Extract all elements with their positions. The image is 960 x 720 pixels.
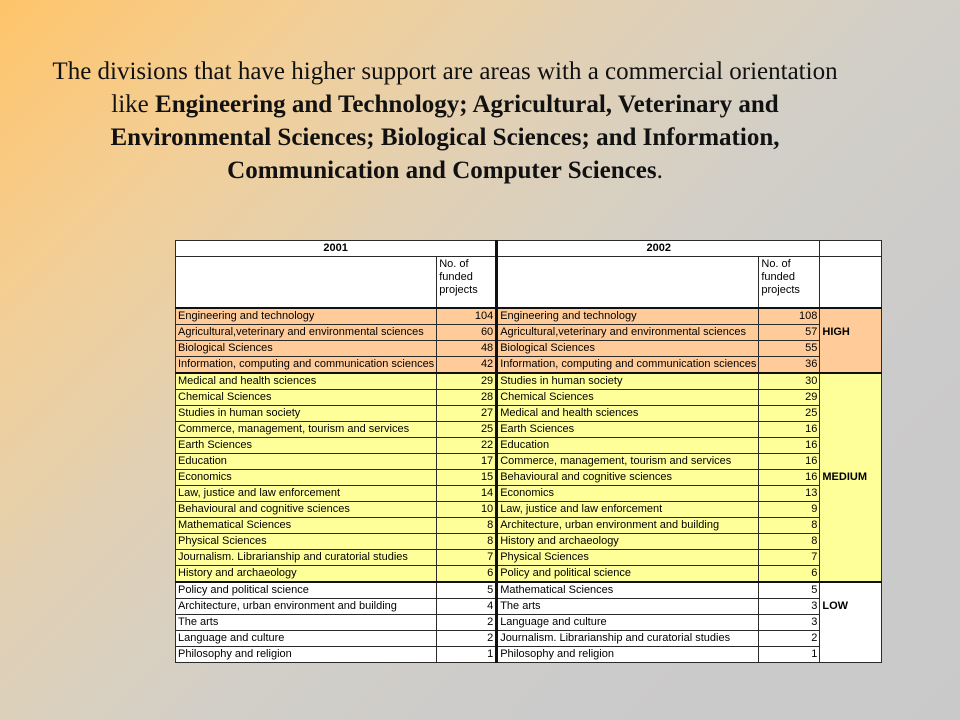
division-2001: Behavioural and cognitive sciences (176, 502, 437, 518)
division-2002: Policy and political science (497, 566, 759, 583)
count-header-2002: No. of funded projects (759, 257, 820, 309)
table-row (176, 599, 882, 615)
count-2001: 6 (437, 566, 497, 583)
table-row (176, 502, 882, 518)
division-2002: Education (497, 438, 759, 454)
division-2001: Medical and health sciences (176, 373, 437, 390)
division-2001: Mathematical Sciences (176, 518, 437, 534)
count-2001: 2 (437, 631, 497, 647)
level-cell (820, 502, 882, 518)
title-part: . (656, 157, 663, 184)
count-2002: 2 (759, 631, 820, 647)
level-label-high: HIGH (820, 325, 882, 341)
division-2002: History and archaeology (497, 534, 759, 550)
year-2002-header: 2002 (497, 241, 820, 257)
level-cell (820, 534, 882, 550)
count-2002: 30 (759, 373, 820, 390)
column-header-row (176, 257, 882, 309)
count-2002: 16 (759, 454, 820, 470)
division-2001: Philosophy and religion (176, 647, 437, 663)
table-row (176, 534, 882, 550)
funded-projects-table (175, 240, 882, 663)
level-cell (820, 406, 882, 422)
table-row (176, 390, 882, 406)
level-cell (820, 486, 882, 502)
count-2002: 57 (759, 325, 820, 341)
level-cell (820, 438, 882, 454)
table-row (176, 341, 882, 357)
level-header-blank (820, 241, 882, 257)
title-part: Engineering and Technology; Agricultural, Veterinary and Environmental Sciences; Biological Sciences; and Information, Communication and Computer Sciences (110, 91, 780, 184)
division-2001: Earth Sciences (176, 438, 437, 454)
count-2002: 3 (759, 615, 820, 631)
count-2002: 8 (759, 518, 820, 534)
count-2002: 8 (759, 534, 820, 550)
count-2001: 4 (437, 599, 497, 615)
division-2002: Studies in human society (497, 373, 759, 390)
count-header-2001: No. of funded projects (437, 257, 497, 309)
level-cell (820, 454, 882, 470)
level-cell (820, 357, 882, 374)
level-label-medium: MEDIUM (820, 470, 882, 486)
division-2001: History and archaeology (176, 566, 437, 583)
level-cell (820, 566, 882, 583)
division-2001: Journalism. Librarianship and curatorial studies (176, 550, 437, 566)
count-2002: 55 (759, 341, 820, 357)
count-2002: 1 (759, 647, 820, 663)
count-2001: 14 (437, 486, 497, 502)
level-cell (820, 582, 882, 599)
table-row (176, 647, 882, 663)
division-2002: Mathematical Sciences (497, 582, 759, 599)
count-2002: 9 (759, 502, 820, 518)
table-row (176, 308, 882, 325)
division-2002: The arts (497, 599, 759, 615)
table-row (176, 470, 882, 486)
table-row (176, 518, 882, 534)
division-2001: Language and culture (176, 631, 437, 647)
table-row (176, 325, 882, 341)
table-row (176, 582, 882, 599)
division-2001: Physical Sciences (176, 534, 437, 550)
division-2002: Commerce, management, tourism and services (497, 454, 759, 470)
level-cell (820, 550, 882, 566)
count-2001: 27 (437, 406, 497, 422)
division-2001: Chemical Sciences (176, 390, 437, 406)
count-2002: 6 (759, 566, 820, 583)
division-2002: Journalism. Librarianship and curatorial studies (497, 631, 759, 647)
count-2001: 104 (437, 308, 497, 325)
count-2001: 48 (437, 341, 497, 357)
division-2001: Education (176, 454, 437, 470)
division-2001: Law, justice and law enforcement (176, 486, 437, 502)
division-2001: Economics (176, 470, 437, 486)
level-cell (820, 647, 882, 663)
division-2002: Behavioural and cognitive sciences (497, 470, 759, 486)
division-2001: Commerce, management, tourism and services (176, 422, 437, 438)
level-cell (820, 615, 882, 631)
count-2001: 60 (437, 325, 497, 341)
name-header-blank-2002 (497, 257, 759, 309)
count-2001: 2 (437, 615, 497, 631)
division-2002: Information, computing and communication sciences (497, 357, 759, 374)
count-2002: 25 (759, 406, 820, 422)
division-2002: Physical Sciences (497, 550, 759, 566)
count-2001: 28 (437, 390, 497, 406)
count-2001: 8 (437, 534, 497, 550)
division-2002: Economics (497, 486, 759, 502)
division-2001: Biological Sciences (176, 341, 437, 357)
count-2002: 108 (759, 308, 820, 325)
division-2001: Agricultural,veterinary and environmental sciences (176, 325, 437, 341)
table-row (176, 566, 882, 583)
count-2002: 7 (759, 550, 820, 566)
table-row (176, 422, 882, 438)
count-2002: 36 (759, 357, 820, 374)
division-2002: Engineering and technology (497, 308, 759, 325)
count-2002: 16 (759, 470, 820, 486)
division-2002: Agricultural,veterinary and environmental sciences (497, 325, 759, 341)
level-header-blank-2 (820, 257, 882, 309)
slide-title (40, 55, 850, 187)
count-2001: 8 (437, 518, 497, 534)
name-header-blank-2001 (176, 257, 437, 309)
division-2001: Architecture, urban environment and building (176, 599, 437, 615)
count-2001: 15 (437, 470, 497, 486)
level-cell (820, 341, 882, 357)
division-2001: Engineering and technology (176, 308, 437, 325)
table-row (176, 615, 882, 631)
division-2002: Law, justice and law enforcement (497, 502, 759, 518)
division-2002: Language and culture (497, 615, 759, 631)
table-row (176, 631, 882, 647)
table-row (176, 357, 882, 374)
level-cell (820, 390, 882, 406)
table-row (176, 406, 882, 422)
count-2002: 16 (759, 422, 820, 438)
level-cell (820, 631, 882, 647)
level-cell (820, 518, 882, 534)
count-2001: 22 (437, 438, 497, 454)
count-2002: 16 (759, 438, 820, 454)
table-row (176, 438, 882, 454)
division-2002: Medical and health sciences (497, 406, 759, 422)
table-row (176, 486, 882, 502)
count-2001: 10 (437, 502, 497, 518)
division-2001: Studies in human society (176, 406, 437, 422)
count-2001: 25 (437, 422, 497, 438)
division-2001: The arts (176, 615, 437, 631)
table-row (176, 550, 882, 566)
count-2001: 1 (437, 647, 497, 663)
count-2001: 7 (437, 550, 497, 566)
division-2002: Chemical Sciences (497, 390, 759, 406)
level-label-low: LOW (820, 599, 882, 615)
count-2002: 29 (759, 390, 820, 406)
level-cell (820, 422, 882, 438)
count-2001: 42 (437, 357, 497, 374)
count-2002: 5 (759, 582, 820, 599)
level-cell (820, 308, 882, 325)
level-cell (820, 373, 882, 390)
division-2002: Architecture, urban environment and building (497, 518, 759, 534)
year-2001-header: 2001 (176, 241, 497, 257)
count-2001: 5 (437, 582, 497, 599)
division-2002: Biological Sciences (497, 341, 759, 357)
title-part: The divisions that have higher support are areas with a commercial orientation like (52, 58, 838, 118)
year-header-row (176, 241, 882, 257)
table-row (176, 454, 882, 470)
division-2001: Policy and political science (176, 582, 437, 599)
count-2001: 17 (437, 454, 497, 470)
count-2001: 29 (437, 373, 497, 390)
division-2002: Earth Sciences (497, 422, 759, 438)
table-row (176, 373, 882, 390)
count-2002: 13 (759, 486, 820, 502)
division-2002: Philosophy and religion (497, 647, 759, 663)
division-2001: Information, computing and communication sciences (176, 357, 437, 374)
count-2002: 3 (759, 599, 820, 615)
